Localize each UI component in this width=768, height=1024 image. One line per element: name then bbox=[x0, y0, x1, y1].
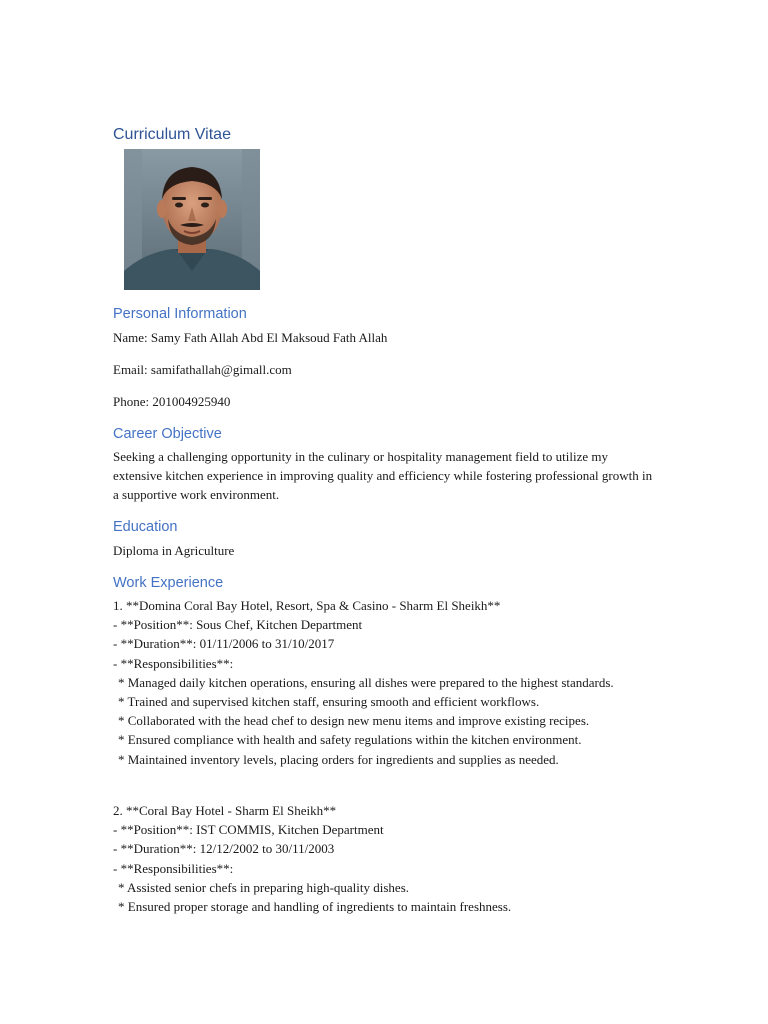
job-entry-2 bbox=[113, 801, 658, 916]
responsibility-item: * Trained and supervised kitchen staff, ensuring smooth and efficient workflows. bbox=[118, 694, 540, 710]
job-position: - **Position**: IST COMMIS, Kitchen Department bbox=[113, 822, 384, 838]
name-line: Name: Samy Fath Allah Abd El Maksoud Fath Allah bbox=[113, 330, 388, 345]
email-line: Email: samifathallah@gimall.com bbox=[113, 362, 292, 377]
responsibility-item: * Assisted senior chefs in preparing high-quality dishes. bbox=[118, 879, 410, 895]
job-duration: - **Duration**: 12/12/2002 to 30/11/2003 bbox=[113, 841, 335, 857]
job-header: 2. **Coral Bay Hotel - Sharm El Sheikh** bbox=[113, 803, 337, 818]
profile-photo bbox=[124, 149, 260, 290]
work-experience-heading: Work Experience bbox=[113, 575, 224, 591]
responsibility-item: * Ensured compliance with health and safety regulations within the kitchen environment. bbox=[118, 732, 582, 748]
phone-line: Phone: 201004925940 bbox=[113, 394, 231, 409]
career-objective-heading: Career Objective bbox=[113, 426, 222, 442]
job-responsibilities-label: - **Responsibilities**: bbox=[113, 860, 234, 876]
responsibility-item: * Collaborated with the head chef to design new menu items and improve existing recipes. bbox=[118, 713, 590, 729]
career-objective-text: Seeking a challenging opportunity in the culinary or hospitality management field to utilize my extensive kitchen experience in improving quality and efficiency while fostering professional growth in a supportive work environment. bbox=[113, 449, 653, 503]
job-entry-1 bbox=[113, 596, 658, 769]
personal-information-heading: Personal Information bbox=[113, 306, 247, 322]
job-responsibilities-label: - **Responsibilities**: bbox=[113, 655, 234, 671]
document-title: Curriculum Vitae bbox=[113, 126, 231, 143]
responsibility-item: * Managed daily kitchen operations, ensuring all dishes were prepared to the highest standards. bbox=[118, 674, 614, 690]
responsibility-item: * Maintained inventory levels, placing orders for ingredients and supplies as needed. bbox=[118, 751, 559, 767]
job-duration: - **Duration**: 01/11/2006 to 31/10/2017 bbox=[113, 636, 335, 652]
job-position: - **Position**: Sous Chef, Kitchen Department bbox=[113, 617, 363, 633]
person-photo-icon bbox=[124, 149, 260, 290]
responsibility-item: * Ensured proper storage and handling of ingredients to maintain freshness. bbox=[118, 899, 512, 915]
education-text: Diploma in Agriculture bbox=[113, 543, 235, 558]
education-heading: Education bbox=[113, 519, 178, 535]
job-header: 1. **Domina Coral Bay Hotel, Resort, Spa & Casino - Sharm El Sheikh** bbox=[113, 598, 501, 613]
